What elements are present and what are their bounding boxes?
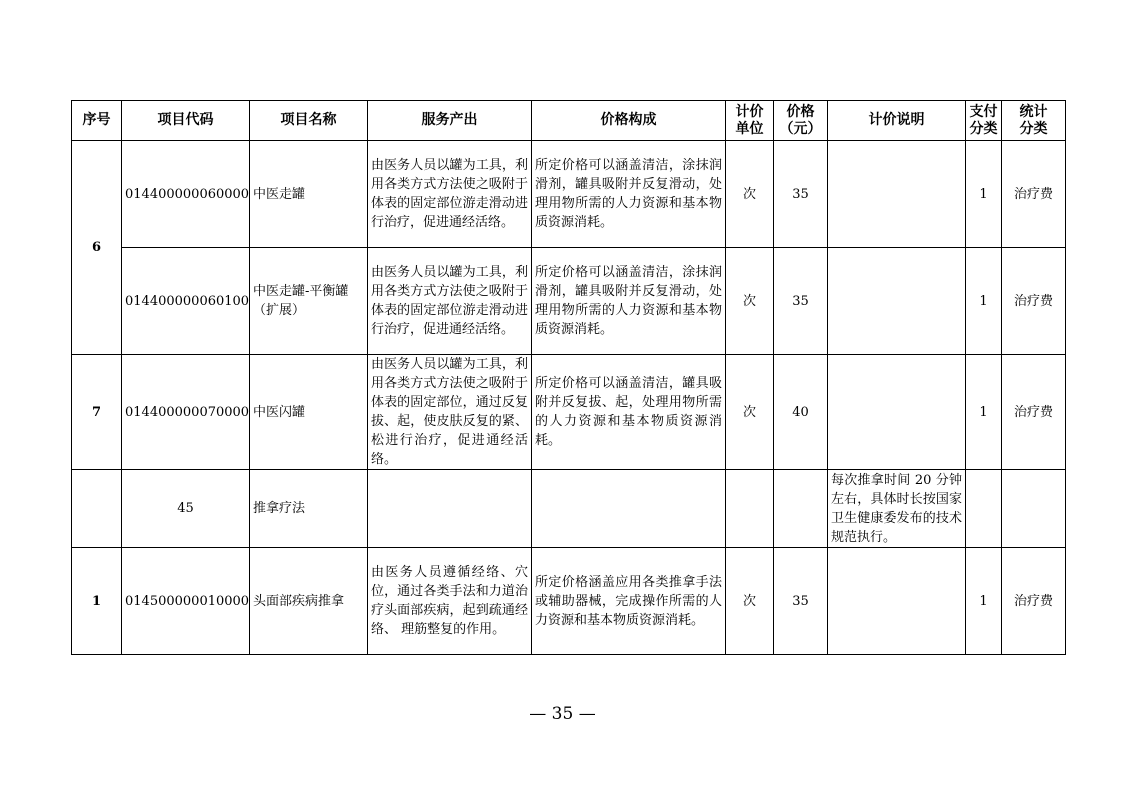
header-composition: 价格构成	[532, 101, 726, 141]
header-name: 项目名称	[250, 101, 368, 141]
header-stat	[1002, 101, 1066, 141]
row-pay	[966, 470, 1002, 548]
row-code: 014400000060100	[122, 248, 250, 355]
table-row	[72, 141, 1066, 248]
row-note: 每次推拿时间 20 分钟左右，具体时长按国家卫生健康委发布的技术规范执行。	[828, 470, 966, 548]
row-note	[828, 548, 966, 655]
header-service: 服务产出	[368, 101, 532, 141]
row-composition: 所定价格可以涵盖清洁，涂抹润滑剂，罐具吸附并反复滑动，处理用物所需的人力资源和基本物质资源消耗。	[532, 141, 726, 248]
price-table	[71, 100, 1066, 655]
row-price: 35	[774, 248, 828, 355]
header-stat-line2: 分类	[1019, 120, 1048, 137]
header-price	[774, 101, 828, 141]
row-service: 由医务人员以罐为工具，利用各类方式方法使之吸附于体表的固定部位游走滑动进行治疗，促进通经活络。	[368, 248, 532, 355]
header-price-line1: 价格	[786, 103, 815, 120]
row-stat	[1002, 470, 1066, 548]
row-code: 014400000060000	[122, 141, 250, 248]
row-seq: 7	[72, 355, 122, 470]
row-unit	[726, 470, 774, 548]
header-pay-line1: 支付	[969, 103, 998, 120]
header-pay	[966, 101, 1002, 141]
row-seq	[72, 470, 122, 548]
row-price: 40	[774, 355, 828, 470]
row-service: 由医务人员以罐为工具，利用各类方式方法使之吸附于体表的固定部位，通过反复拔、起，使皮肤反复的紧、松进行治疗，促进通经活络。	[368, 355, 532, 470]
header-unit	[726, 101, 774, 141]
table-row	[72, 248, 1066, 355]
row-name: 中医走罐-平衡罐（扩展）	[250, 248, 368, 355]
row-code: 45	[122, 470, 250, 548]
row-composition: 所定价格可以涵盖清洁，涂抹润滑剂，罐具吸附并反复滑动，处理用物所需的人力资源和基本物质资源消耗。	[532, 248, 726, 355]
row-stat: 治疗费	[1002, 355, 1066, 470]
row-name: 推拿疗法	[250, 470, 368, 548]
row-service: 由医务人员遵循经络、穴位，通过各类手法和力道治疗头面部疾病，起到疏通经络、 理筋整复的作用。	[368, 548, 532, 655]
row-service: 由医务人员以罐为工具，利用各类方式方法使之吸附于体表的固定部位游走滑动进行治疗，促进通经活络。	[368, 141, 532, 248]
table-header-row	[72, 101, 1066, 141]
header-note: 计价说明	[828, 101, 966, 141]
table-row	[72, 355, 1066, 470]
row-price: 35	[774, 141, 828, 248]
row-unit: 次	[726, 548, 774, 655]
row-pay: 1	[966, 355, 1002, 470]
row-pay: 1	[966, 141, 1002, 248]
header-unit-line1: 计价	[735, 103, 764, 120]
row-seq: 6	[72, 141, 122, 355]
row-price: 35	[774, 548, 828, 655]
row-code: 014500000010000	[122, 548, 250, 655]
row-seq: 1	[72, 548, 122, 655]
row-code: 014400000070000	[122, 355, 250, 470]
row-composition: 所定价格涵盖应用各类推拿手法或辅助器械，完成操作所需的人力资源和基本物质资源消耗。	[532, 548, 726, 655]
row-note	[828, 141, 966, 248]
row-composition	[532, 470, 726, 548]
header-stat-line1: 统计	[1019, 103, 1048, 120]
header-pay-line2: 分类	[969, 120, 998, 137]
row-note	[828, 248, 966, 355]
row-stat: 治疗费	[1002, 548, 1066, 655]
header-code: 项目代码	[122, 101, 250, 141]
header-seq: 序号	[72, 101, 122, 141]
table-row	[72, 548, 1066, 655]
row-name: 头面部疾病推拿	[250, 548, 368, 655]
row-name: 中医走罐	[250, 141, 368, 248]
row-price	[774, 470, 828, 548]
row-pay: 1	[966, 548, 1002, 655]
row-stat: 治疗费	[1002, 248, 1066, 355]
row-unit: 次	[726, 355, 774, 470]
row-unit: 次	[726, 248, 774, 355]
page-number: — 35 —	[529, 704, 596, 724]
row-composition: 所定价格可以涵盖清洁，罐具吸附并反复拔、起，处理用物所需的人力资源和基本物质资源消耗。	[532, 355, 726, 470]
row-stat: 治疗费	[1002, 141, 1066, 248]
row-note	[828, 355, 966, 470]
header-price-line2: （元）	[779, 120, 822, 137]
header-unit-line2: 单位	[735, 120, 764, 137]
row-unit: 次	[726, 141, 774, 248]
row-pay: 1	[966, 248, 1002, 355]
row-name: 中医闪罐	[250, 355, 368, 470]
row-service	[368, 470, 532, 548]
table-row	[72, 470, 1066, 548]
